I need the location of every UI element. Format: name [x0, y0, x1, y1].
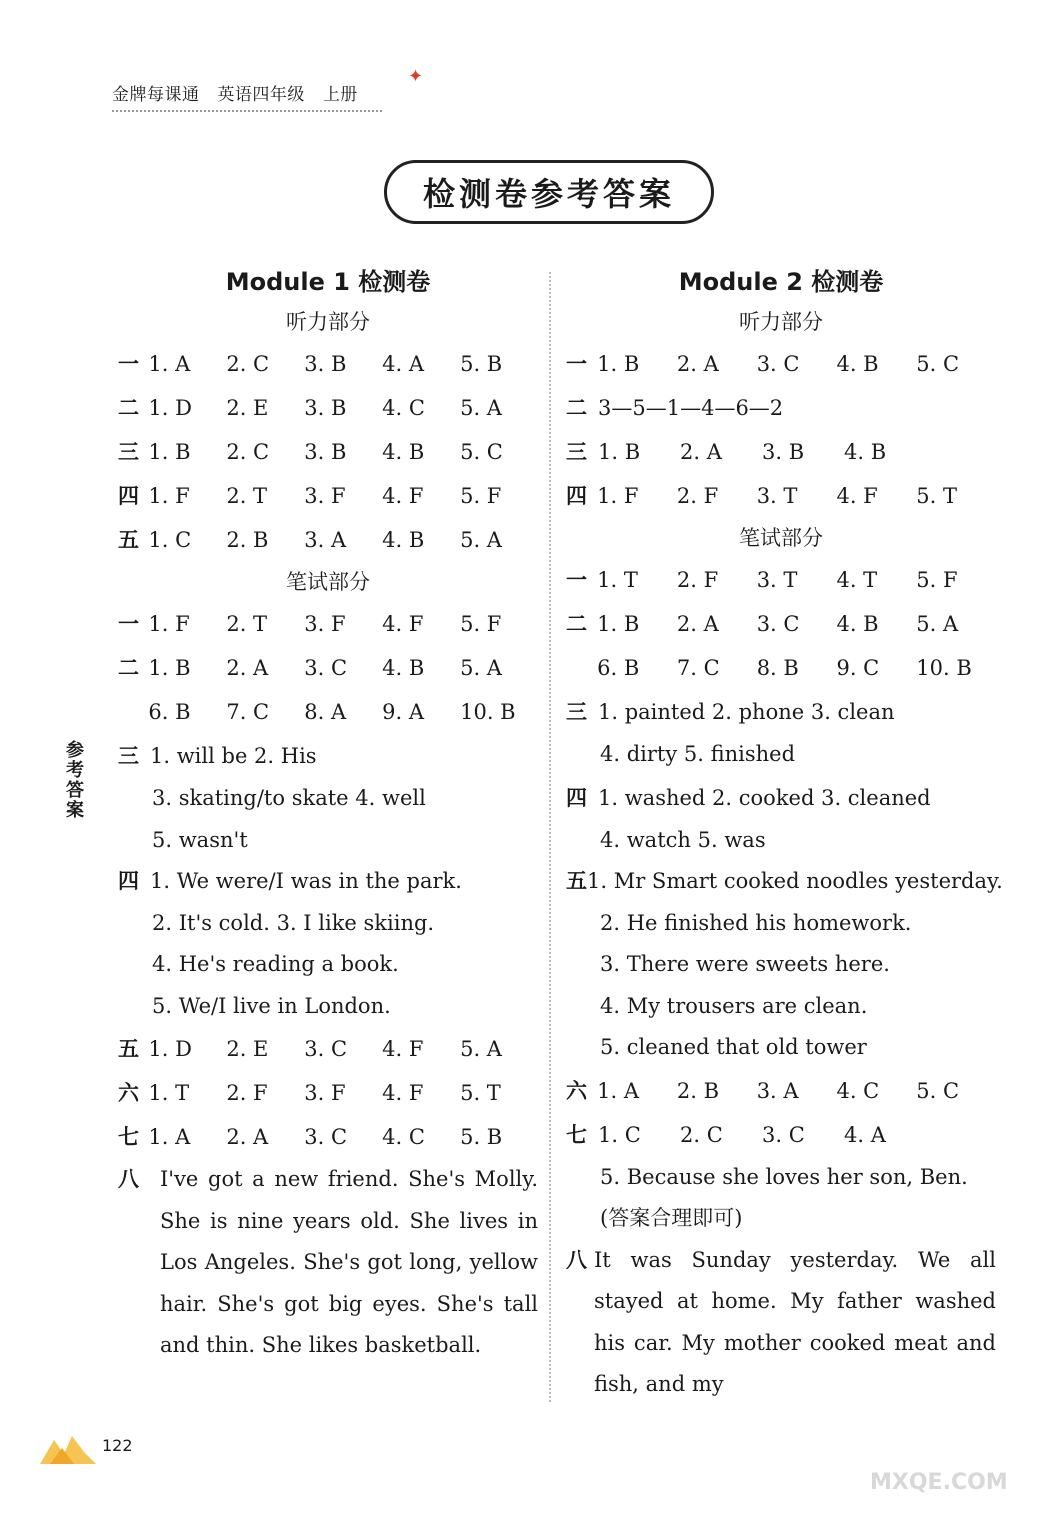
book-header: [112, 80, 370, 105]
answer-cell: 4. B: [844, 440, 887, 464]
answer-cell: 9. A: [382, 700, 425, 724]
answer-row: [566, 690, 996, 734]
answer-cell: 2. F: [676, 568, 719, 592]
answer-cell: 2. F: [226, 1081, 268, 1105]
answer-cell: 3. B: [304, 396, 347, 420]
answer-cell: 1. C: [148, 528, 192, 552]
answer-cell: 3. B: [304, 352, 347, 376]
answer-line: 1. We were/I was in the park.: [150, 869, 462, 893]
answer-cell: 8. B: [756, 656, 799, 680]
answer-cell: 4. C: [382, 1125, 425, 1149]
answer-cell: 1. C: [598, 1122, 641, 1147]
answer-cell: 5. C: [916, 1078, 960, 1103]
answer-cell: 1. D: [148, 1037, 192, 1061]
section-number: 三: [118, 440, 139, 464]
section-number: 二: [118, 656, 139, 680]
answer-cell: 4. F: [382, 612, 424, 636]
answer-cell: 3. A: [756, 1078, 799, 1103]
answer-cell: 1. B: [597, 352, 640, 376]
section-number: 一: [566, 352, 587, 376]
answer-cell: 5. C: [916, 352, 960, 376]
answer-cell: 2. A: [226, 656, 269, 680]
answer-cell: 4. F: [382, 484, 424, 508]
answer-line: 1. washed 2. cooked 3. cleaned: [598, 785, 931, 810]
answer-cell: 3. T: [756, 568, 798, 592]
answer-row: [566, 602, 996, 646]
essay-paragraph: It was Sunday yesterday. We all stayed at home. My father washed his car. My mother cooked meat and fish, and my: [594, 1247, 996, 1396]
answer-cell: 5. A: [460, 396, 502, 420]
answer-row: [566, 1113, 996, 1157]
answer-cell: 5. A: [460, 1037, 502, 1061]
answer-line: 1. Mr Smart cooked noodles yesterday.: [587, 869, 1003, 893]
answer-cell: 2. A: [680, 440, 722, 464]
answer-cell: 5. F: [460, 612, 502, 636]
essay-paragraph: I've got a new friend. She's Molly. She is nine years old. She lives in Los Angeles. She's got long, yellow hair. She's got big eyes. She's tall and thin. She likes basketball.: [160, 1167, 538, 1357]
answer-row: [566, 474, 996, 518]
section-number: 一: [118, 352, 139, 376]
section-number: 五: [118, 1037, 139, 1061]
section-number: 二: [118, 396, 139, 420]
answer-line: 4. He's reading a book.: [152, 952, 399, 976]
answer-sequence: 3—5—1—4—6—2: [598, 396, 784, 420]
answer-cell: 2. B: [226, 528, 269, 552]
answer-cell: 3. F: [304, 1081, 346, 1105]
answer-row: [118, 602, 538, 646]
answer-cell: 3. F: [304, 484, 346, 508]
section-number: 八: [118, 1167, 139, 1191]
answer-row: [566, 646, 996, 690]
answer-cell: 4. F: [382, 1037, 424, 1061]
module2-listening-title: 听力部分: [739, 310, 823, 334]
section-number: 一: [118, 612, 139, 636]
answer-cell: 3. T: [756, 484, 798, 508]
answer-cell: 1. D: [148, 396, 192, 420]
section-number: 四: [118, 869, 139, 893]
module2-writing-title: 笔试部分: [739, 526, 823, 550]
answer-cell: 1. F: [597, 484, 639, 508]
module1-listening-title: 听力部分: [286, 310, 370, 334]
answer-cell: 4. B: [382, 656, 425, 680]
section-number: 三: [118, 744, 139, 768]
answer-row: [118, 861, 538, 903]
subject-name: 英语四年级: [217, 85, 305, 105]
answer-cell: 5. A: [460, 528, 502, 552]
answer-line: 4. watch 5. was: [600, 827, 766, 852]
side-label: 参考答案: [63, 740, 84, 820]
answer-cell: 1. T: [597, 568, 638, 592]
answer-cell: 2. E: [226, 1037, 269, 1061]
answer-cell: 4. A: [382, 352, 425, 376]
section-number: 二: [566, 612, 587, 636]
series-name: 金牌每课通: [112, 85, 200, 105]
answer-row: [118, 646, 538, 690]
answer-cell: 1. A: [148, 352, 191, 376]
answer-cell: 1. B: [598, 440, 641, 464]
answer-cell: 3. C: [762, 1122, 805, 1147]
answer-cell: 2. E: [226, 396, 269, 420]
section-number: 六: [118, 1081, 139, 1105]
answer-cell: 4. F: [382, 1081, 424, 1105]
answer-cell: 1. B: [148, 440, 191, 464]
answer-cell: 5. T: [916, 484, 957, 508]
answer-row: [566, 861, 1003, 903]
answer-row: [118, 518, 538, 562]
answer-line: 3. There were sweets here.: [600, 952, 890, 976]
answer-cell: 3. F: [304, 612, 346, 636]
answer-cell: 3. C: [304, 1125, 348, 1149]
answer-cell: 4. C: [382, 396, 425, 420]
answer-cell: 3. B: [762, 440, 805, 464]
answer-cell: 4. B: [836, 352, 879, 376]
answer-cell: 5. B: [460, 352, 503, 376]
answer-cell: 1. A: [148, 1125, 191, 1149]
section-number: 三: [566, 440, 587, 464]
answer-line: 2. He finished his homework.: [600, 910, 912, 935]
section-number: 五: [118, 528, 139, 552]
module2-title: Module 2 检测卷: [678, 268, 884, 296]
answer-cell: 2. C: [226, 352, 270, 376]
answer-row: [566, 1069, 996, 1113]
header-divider: [112, 110, 382, 112]
volume-name: 上册: [322, 85, 358, 105]
watermark: MXQE.COM: [870, 1470, 1008, 1495]
column-divider: [549, 272, 551, 1402]
answer-line: 1. painted 2. phone 3. clean: [598, 700, 895, 724]
answer-row: [566, 558, 996, 602]
answer-cell: 2. F: [676, 484, 719, 508]
answer-line: 2. It's cold. 3. I like skiing.: [152, 910, 435, 935]
section-number: 三: [566, 700, 587, 724]
answer-cell: 2. C: [680, 1122, 723, 1147]
section-number: 五: [566, 869, 587, 893]
answer-cell: 5. A: [916, 612, 959, 636]
answer-cell: 7. C: [676, 656, 720, 680]
answer-note: (答案合理即可): [600, 1206, 743, 1230]
answer-cell: 3. B: [304, 440, 347, 464]
answer-cell: 3. C: [756, 352, 800, 376]
section-number: 六: [566, 1078, 587, 1103]
section-number: 四: [566, 785, 587, 810]
answer-row: [118, 1027, 538, 1071]
page-title: 检测卷参考答案: [384, 160, 714, 224]
section-number: 四: [118, 484, 139, 508]
section-number: 二: [566, 396, 587, 420]
answer-line: 3. skating/to skate 4. well: [152, 786, 426, 810]
answer-cell: 4. B: [382, 528, 425, 552]
answer-cell: 2. T: [226, 484, 268, 508]
answer-cell: 3. C: [304, 656, 348, 680]
answer-row: [118, 430, 538, 474]
answer-row: [118, 1071, 538, 1115]
answer-cell: 3. A: [304, 528, 347, 552]
answer-cell: 2. A: [676, 352, 719, 376]
answer-row: [118, 386, 538, 430]
answer-row: [118, 690, 538, 734]
answer-row: [118, 342, 538, 386]
answer-row: [118, 1115, 538, 1159]
answer-row: [118, 474, 538, 518]
answer-row: [566, 430, 996, 474]
module1-title: Module 1 检测卷: [225, 268, 431, 296]
answer-cell: 1. F: [148, 484, 190, 508]
answer-cell: 3. C: [756, 612, 800, 636]
answer-line: 5. Because she loves her son, Ben.: [600, 1164, 968, 1189]
answer-cell: 4. B: [382, 440, 425, 464]
answer-cell: 10. B: [916, 656, 972, 680]
answer-cell: 5. B: [460, 1125, 503, 1149]
answer-cell: 2. A: [226, 1125, 269, 1149]
answer-line: 4. My trousers are clean.: [600, 993, 868, 1018]
answer-cell: 1. B: [597, 612, 640, 636]
section-number: 七: [566, 1122, 587, 1147]
answer-line: 5. wasn't: [152, 827, 248, 852]
answer-cell: 5. F: [460, 484, 502, 508]
answer-cell: 4. T: [836, 568, 878, 592]
answer-cell: 2. B: [676, 1078, 720, 1103]
answer-cell: 4. A: [844, 1122, 886, 1147]
answer-cell: 4. F: [836, 484, 878, 508]
answer-cell: 7. C: [226, 700, 270, 724]
mountain-icon: [40, 1432, 96, 1464]
answer-row: [118, 734, 538, 778]
answer-cell: 1. T: [148, 1081, 190, 1105]
answer-cell: 5. A: [460, 656, 502, 680]
answer-cell: 5. T: [460, 1081, 501, 1105]
answer-cell: 6. B: [148, 700, 191, 724]
answer-row: [566, 776, 996, 820]
section-number: 八: [566, 1247, 587, 1272]
answer-cell: 1. B: [148, 656, 191, 680]
answer-cell: 4. C: [836, 1078, 880, 1103]
answer-cell: 9. C: [836, 656, 880, 680]
answer-cell: 5. C: [460, 440, 503, 464]
answer-cell: 1. A: [597, 1078, 640, 1103]
module2-column: [566, 262, 1003, 1406]
answer-cell: 8. A: [304, 700, 347, 724]
answer-line: 1. will be 2. His: [150, 744, 317, 768]
answer-line: 4. dirty 5. finished: [600, 742, 796, 766]
answer-cell: 3. C: [304, 1037, 348, 1061]
answer-line: 5. cleaned that old tower: [600, 1035, 867, 1059]
module1-writing-title: 笔试部分: [286, 570, 370, 594]
answer-cell: 2. T: [226, 612, 268, 636]
page-number: 122: [102, 1436, 133, 1455]
section-number: 一: [566, 568, 587, 592]
answer-cell: 1. F: [148, 612, 190, 636]
section-number: 七: [118, 1125, 139, 1149]
star-icon: ✦: [408, 66, 424, 87]
answer-cell: 5. F: [916, 568, 958, 592]
answer-cell: 2. A: [676, 612, 719, 636]
answer-row: [566, 386, 996, 430]
section-number: 四: [566, 484, 587, 508]
answer-cell: 10. B: [460, 700, 516, 724]
answer-row: [566, 342, 996, 386]
answer-cell: 6. B: [597, 656, 640, 680]
answer-cell: 2. C: [226, 440, 270, 464]
answer-line: 5. We/I live in London.: [152, 993, 391, 1018]
section-number: [566, 646, 597, 690]
answer-cell: 4. B: [836, 612, 879, 636]
module1-column: [118, 262, 538, 1367]
section-number: [118, 690, 148, 734]
